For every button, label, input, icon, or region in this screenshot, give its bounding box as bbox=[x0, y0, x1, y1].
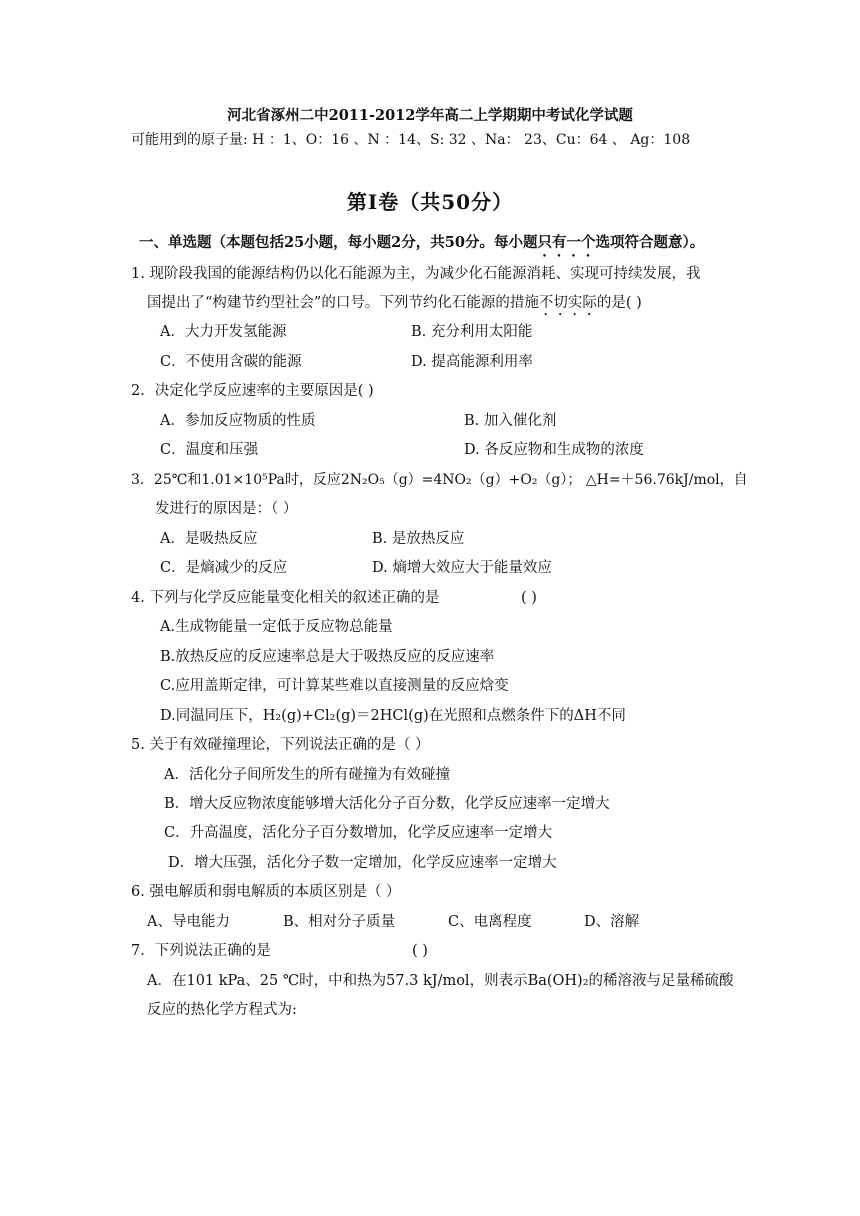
q7-answer-paren: ( ) bbox=[412, 943, 428, 959]
q1-option-a: A．大力开发氢能源 bbox=[160, 324, 287, 340]
q2-option-b: B. 加入催化剂 bbox=[464, 413, 557, 429]
q4-option-d: D.同温同压下，H₂(g)+Cl₂(g)＝2HCl(g)在光照和点燃条件下的ΔH不同 bbox=[160, 708, 626, 724]
q3-option-b: B. 是放热反应 bbox=[372, 531, 465, 547]
q3-option-a: A．是吸热反应 bbox=[160, 531, 258, 547]
q3-option-d: D. 熵增大效应大于能量效应 bbox=[372, 560, 552, 576]
q1-stem-line2-a: 国提出了“构建节约型社会”的口号。下列节约化石能源的措施 bbox=[147, 295, 539, 311]
q4-option-a: A.生成物能量一定低于反应物总能量 bbox=[160, 619, 393, 635]
q1-stem-emphasis: 不切实际 bbox=[538, 295, 597, 311]
q3-option-c: C．是熵减少的反应 bbox=[160, 560, 288, 576]
q5-option-b: B．增大反应物浓度能够增大活化分子百分数，化学反应速率一定增大 bbox=[164, 796, 610, 812]
q4-option-b: B.放热反应的反应速率总是大于吸热反应的反应速率 bbox=[160, 649, 495, 665]
section-heading-emphasis: 只有一个 bbox=[537, 234, 596, 251]
q6-option-a: A、导电能力 bbox=[147, 914, 230, 930]
q1-option-b: B. 充分利用太阳能 bbox=[411, 324, 533, 340]
q7-option-a-line2: 反应的热化学方程式为: bbox=[147, 1002, 297, 1018]
q2-stem: 2．决定化学反应速率的主要原因是( ) bbox=[131, 383, 374, 399]
q5-option-c: C．升高温度，活化分子百分数增加，化学反应速率一定增大 bbox=[164, 825, 553, 841]
exam-title: 河北省涿州二中2011-2012学年高二上学期期中考试化学试题 bbox=[227, 107, 633, 124]
section-heading bbox=[139, 233, 704, 260]
q4-option-c: C.应用盖斯定律，可计算某些难以直接测量的反应焓变 bbox=[160, 678, 509, 694]
q6-option-b: B、相对分子质量 bbox=[283, 914, 396, 930]
q2-option-d: D. 各反应物和生成物的浓度 bbox=[464, 442, 644, 458]
q6-option-c: C、电离程度 bbox=[448, 914, 532, 930]
q7-option-a-line1: A．在101 kPa、25 ℃时，中和热为57.3 kJ/mol，则表示Ba(OH)₂的稀溶液与足量稀硫酸 bbox=[147, 973, 734, 989]
q6-option-d: D、溶解 bbox=[584, 914, 640, 930]
volume-title: 第Ⅰ卷（共50分） bbox=[346, 190, 514, 214]
q7-stem: 7．下列说法正确的是 bbox=[131, 943, 271, 959]
q5-option-a: A．活化分子间所发生的所有碰撞为有效碰撞 bbox=[164, 767, 450, 783]
q1-stem-line1: 1. 现阶段我国的能源结构仍以化石能源为主，为减少化石能源消耗、实现可持续发展，我 bbox=[131, 266, 701, 282]
q3-stem-line2: 发进行的原因是：（ ） bbox=[155, 501, 298, 517]
q1-stem-line2 bbox=[147, 293, 642, 319]
atomic-masses: 可能用到的原子量: H ：1、O：16 、N ：14、S: 32 、Na： 23、Cu：64 、 Ag：108 bbox=[131, 132, 691, 148]
section-heading-a: 一、单选题（本题包括25小题，每小题2分，共50分。每小题 bbox=[139, 234, 538, 251]
q1-option-c: C．不使用含碳的能源 bbox=[160, 354, 302, 370]
section-heading-b: 选项符合题意）。 bbox=[595, 234, 705, 251]
q3-stem-line1: 3．25℃和1.01×10⁵Pa时，反应2N₂O₅（g）=4NO₂（g）+O₂（g）； △H=＋56.76kJ/mol，自 bbox=[131, 472, 748, 488]
q5-stem: 5. 关于有效碰撞理论，下列说法正确的是（ ） bbox=[131, 737, 430, 753]
q2-option-a: A．参加反应物质的性质 bbox=[160, 413, 316, 429]
q2-option-c: C．温度和压强 bbox=[160, 442, 259, 458]
q4-stem: 4. 下列与化学反应能量变化相关的叙述正确的是 bbox=[131, 590, 440, 606]
q4-answer-paren: ( ) bbox=[521, 590, 537, 606]
q5-option-d: D．增大压强，活化分子数一定增加，化学反应速率一定增大 bbox=[168, 855, 557, 871]
q6-stem: 6. 强电解质和弱电解质的本质区别是（ ） bbox=[131, 884, 401, 900]
q1-option-d: D. 提高能源利用率 bbox=[411, 354, 533, 370]
q1-stem-line2-b: 的是( ) bbox=[596, 295, 642, 311]
